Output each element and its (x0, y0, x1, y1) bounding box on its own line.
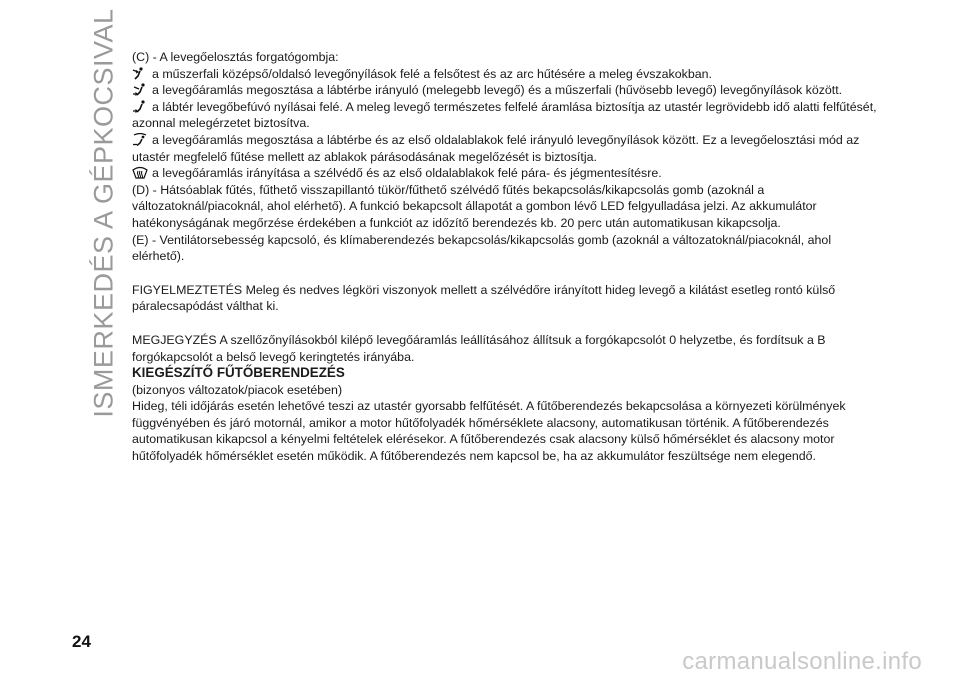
windshield-defrost-icon (132, 166, 148, 179)
section-subheading: (bizonyos változatok/piacok esetében) (132, 382, 343, 397)
section-heading: KIEGÉSZÍTŐ FŰTŐBERENDEZÉS (132, 365, 345, 381)
page-number: 24 (72, 632, 91, 651)
section-body: Hideg, téli időjárás esetén lehetővé teszi az utastér gyorsabb felfűtését. A fűtőberendezés bekapcsolása a környezeti körülmények függvényében és járó motornál, amikor a motor hűtőfolyadék hőmérséklete alacsony, automatikusan történik. A fűtőberendezés automatikusan kikapcsol a kényelmi feltételek elérésekor. A fűtőberendezés csak alacsony külső hőmérséklet és alacsony motor hűtőfolyadék hőmérséklet esetén működik. A fűtőberendezés nem kapcsol be, ha az akkumulátor feszültsége nem elegendő. (132, 399, 846, 464)
paragraph-icon3-text: a lábtér levegőbefúvó nyílásai felé. A meleg levegő természetes felfelé áramlása biztosítja az utastér legrövidebb idő alatti felfűtését, azonnal melegérzetet biztosítva. (132, 99, 877, 131)
vent-face-feet-icon (132, 83, 148, 96)
paragraph-icon1-text: a műszerfali középső/oldalsó levegőnyílások felé a felsőtest és az arc hűtésére a meleg évszakokban. (152, 66, 712, 81)
paragraph-icon5-text: a levegőáramlás irányítása a szélvédő és az első oldalablakok felé pára- és jégmentesítésre. (152, 166, 662, 181)
paragraph-icon5 (132, 165, 882, 182)
paragraph-icon2-text: a levegőáramlás megosztása a lábtérbe irányuló (melegebb levegő) és a műszerfali (hűvösebb levegő) levegőnyílások között. (152, 83, 843, 98)
paragraph-e: (E) - Ventilátorsebesség kapcsoló, és klímaberendezés bekapcsolás/kikapcsolás gomb (azoknál a változatoknál/piacoknál, ahol elérhető). (132, 232, 832, 264)
paragraph-d: (D) - Hátsóablak fűtés, fűthető visszapillantó tükör/fűthető szélvédő fűtés bekapcsolás/kikapcsolás gomb (azoknál a változatoknál/piacoknál, ahol elérhető). A funkció bekapcsolt állapotát a gombon lévő LED felgyulladása jelzi. Az akkumulátor hatékonyságának megőrzése érdekében a funkciót az időzítő berendezés kb. 20 perc után automatikusan kikapcsolja. (132, 182, 817, 230)
paragraph-icon4 (132, 132, 882, 165)
watermark: carmanualsonline.info (682, 648, 922, 675)
note-paragraph: MEGJEGYZÉS A szellőzőnyílásokból kilépő levegőáramlás leállításához állítsuk a forgókapcsolót 0 helyzetbe, és fordítsuk a B forgókapcsolót a belső levegő keringtetés irányába. (132, 332, 826, 364)
paragraph-c-intro: (C) - A levegőelosztás forgatógombja: (132, 50, 339, 64)
manual-content (132, 49, 882, 465)
warning-paragraph: FIGYELMEZTETÉS Meleg és nedves légköri viszonyok mellett a szélvédőre irányított hideg levegő a kilátást esetleg rontó külső páralecsapódást válthat ki. (132, 282, 836, 314)
section-side-title-text: ISMERKEDÉS A GÉPKOCSIVAL (88, 8, 119, 418)
vent-feet-icon (132, 100, 148, 113)
vent-feet-windshield-icon (132, 133, 148, 146)
vent-face-icon (132, 67, 148, 80)
paragraph-icon2 (132, 82, 882, 99)
paragraph-icon3 (132, 99, 882, 132)
section-side-title (84, 8, 124, 418)
paragraph-icon4-text: a levegőáramlás megosztása a lábtérbe és az első oldalablakok felé irányuló levegőnyílások között. Ez a levegőelosztási mód az utastér megfelelő fűtése mellett az ablakok párásodásának megelőzését is biztosítja. (132, 132, 860, 164)
paragraph-icon1 (132, 66, 882, 83)
